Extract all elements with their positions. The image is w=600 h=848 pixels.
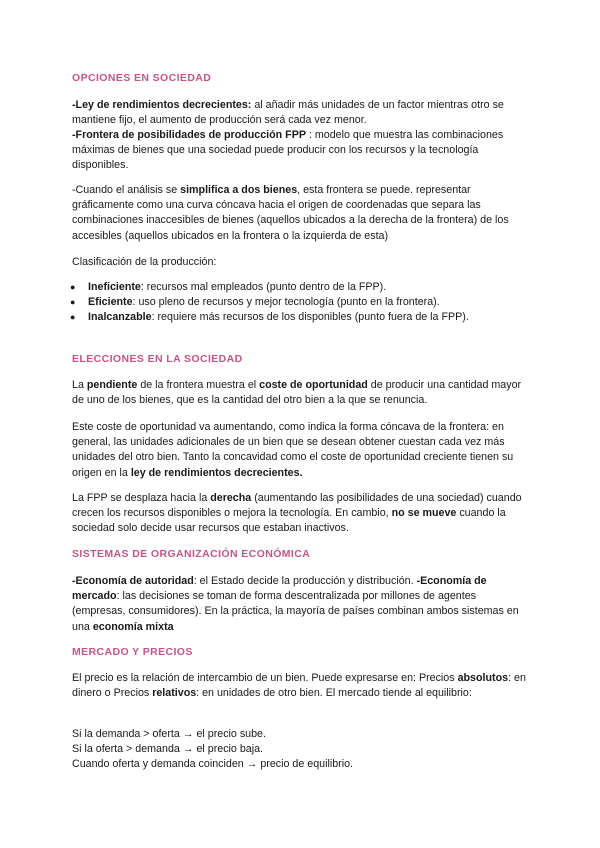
section-heading-elecciones: ELECCIONES EN LA SOCIEDAD <box>72 353 243 365</box>
text: de la frontera muestra el <box>137 379 260 391</box>
text: : requiere más recursos de los disponibles (punto fuera de la FPP). <box>151 311 469 323</box>
paragraph-pendiente <box>72 378 532 408</box>
term: Ineficiente <box>88 281 141 293</box>
list-item <box>70 295 528 310</box>
text: Este coste de oportunidad va aumentando, como indica la forma cóncava de la frontera: en general, las unidades adicionales de un bien que se desean obtener cuestan cada vez más unidades del otro bien. Tanto la concavidad como el coste de oportunidad creciente tienen su origen en la <box>72 421 514 479</box>
term-ley-rendimientos: -Ley de rendimientos decrecientes: <box>72 99 252 111</box>
line-equilibrio: Cuando oferta y demanda coinciden → precio de equilibrio. <box>72 758 354 770</box>
term: Inalcanzable <box>88 311 152 323</box>
section-heading-sistemas: SISTEMAS DE ORGANIZACIÓN ECONÓMICA <box>72 548 311 560</box>
term: relativos <box>152 687 197 700</box>
text: : en unidades de otro bien. El mercado tiende al equilibrio: <box>196 687 472 700</box>
term-fpp: -Frontera de posibilidades de producción FPP <box>72 129 306 141</box>
term: Eficiente <box>88 296 133 308</box>
line-oferta-demanda: Si la oferta > demanda → el precio baja. <box>72 743 264 755</box>
text: El precio es la relación de intercambio de un bien. Puede expresarse en: Precios <box>72 672 458 684</box>
text: : las decisiones se toman de forma descentralizada por millones de agentes (empresas, consumidores). En la práctica, la mayoría de países combinan ambos sistemas en una <box>72 590 519 633</box>
term: pendiente <box>86 379 138 391</box>
paragraph-dos-bienes <box>72 183 532 244</box>
paragraph-fpp <box>72 128 532 174</box>
bullet-icon: ● <box>70 282 76 292</box>
term: -Economía de autoridad <box>72 575 194 587</box>
text: de producir una cantidad mayor de uno de los bienes, que es la cantidad del otro bien a la que se renuncia. <box>72 379 522 407</box>
text: cuando la sociedad solo decide usar recursos que estaban inactivos. <box>72 507 506 535</box>
section-heading-mercado: MERCADO Y PRECIOS <box>72 646 193 658</box>
list-item <box>70 280 528 295</box>
paragraph-clasificacion: Clasificación de la producción: <box>72 256 217 268</box>
text: : modelo que muestra las combinaciones máximas de bienes que una sociedad puede producir con los recursos y la tecnología disponibles. <box>72 129 504 172</box>
text: , esta frontera se puede. representar gráficamente como una curva cóncava hacia el origen de coordenadas que separa las combinaciones inaccesibles de bienes (aquellos ubicados a la derecha de la frontera) de los accesibles (aquellos ubicados en la frontera o la izquierda de esta) <box>72 184 509 242</box>
bullet-icon: ● <box>70 297 76 307</box>
line-demanda-oferta: Si la demanda > oferta → el precio sube. <box>72 728 266 740</box>
term: coste de oportunidad <box>259 379 368 391</box>
term: no se mueve <box>391 507 457 520</box>
text: (aumentando las posibilidades de una sociedad) cuando crecen los recursos disponibles o mejora la tecnología. En cambio, <box>72 492 522 520</box>
text: : uso pleno de recursos y mejor tecnología (punto en la frontera). <box>132 296 440 308</box>
term-dos-bienes: simplifica a dos bienes <box>180 184 298 196</box>
text: La <box>72 379 87 391</box>
term: ley de rendimientos decrecientes. <box>130 466 303 479</box>
term: -Economía de mercado <box>72 575 487 603</box>
term: derecha <box>210 492 252 504</box>
text: al añadir más unidades de un factor mientras otro se mantiene fijo, el aumento de producción será cada vez menor. <box>72 99 504 127</box>
paragraph-sistemas <box>72 574 532 635</box>
text: : en dinero o Precios <box>72 672 526 700</box>
paragraph-precio <box>72 671 532 701</box>
text: -Cuando el análisis se <box>72 184 181 196</box>
text: La FPP se desplaza hacia la <box>72 492 211 504</box>
text: : el Estado decide la producción y distribución. <box>193 575 417 587</box>
paragraph-desplazamiento <box>72 491 532 537</box>
section-heading-opciones: OPCIONES EN SOCIEDAD <box>72 72 212 84</box>
text: : recursos mal empleados (punto dentro de la FPP). <box>140 281 387 293</box>
term: absolutos <box>457 672 509 684</box>
paragraph-coste-oportunidad <box>72 420 532 481</box>
term: economía mixta <box>92 620 174 633</box>
bullet-icon: ● <box>70 312 76 322</box>
list-item <box>70 310 528 325</box>
paragraph-ley-rendimientos <box>72 98 532 128</box>
